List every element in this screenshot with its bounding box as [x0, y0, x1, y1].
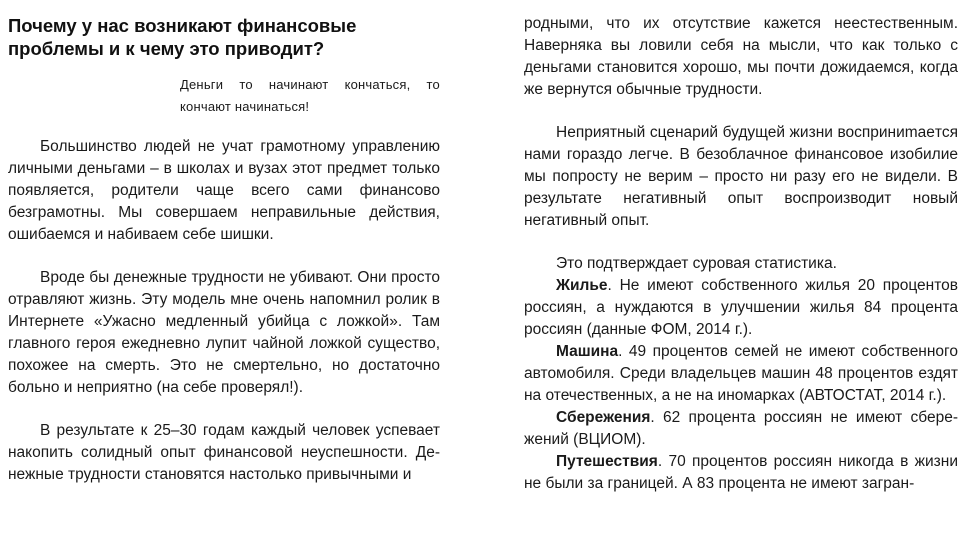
paragraph: Большинство людей не учат грамотному управлению личными деньгами – в школах и вузах этот предмет только появляется, родители чаще всего сами финансово безграмотны. Мы совершаем неправильные действия, ошибаемся и набиваем себе шишки. [8, 138, 440, 243]
left-column [8, 0, 440, 486]
stat-item-housing [524, 275, 958, 341]
stat-text: . 70 процентов россиян никогда в жизни не были за границей. А 83 процента не имеют загран- [524, 453, 958, 492]
paragraph: Неприятный сценарий будущей жизни восприниmaeтся нами гораздо легче. В безоблачное финансовое изобилие мы попросту не верим – просто ни разу его не видели. В результате негативный опыт воспроизводит новый негативный опыт. [524, 124, 958, 229]
stat-label: Сбережения [556, 409, 651, 426]
stat-text: . 62 процента россиян не имеют сбережений (ВЦИОМ). [524, 409, 958, 448]
epigraph: Деньги то начинают кончаться, то кончают начинаться! [180, 77, 440, 114]
stat-label: Путешествия [556, 453, 658, 470]
chapter-title: Почему у нас возникают финансовые проблемы и к чему это приводит? [8, 15, 357, 59]
stat-item-savings [524, 407, 958, 451]
statistics-intro: Это подтверждает суровая статистика. [556, 255, 837, 272]
paragraph: В результате к 25–30 годам каждый человек успевает накопить солидный опыт финансовой неуспешности. Денежные трудности становятся настолько привычными и [8, 422, 440, 483]
stat-item-car [524, 341, 958, 407]
paragraph: Вроде бы денежные трудности не убивают. Они просто отравляют жизнь. Эту модель мне очень напомнил ролик в Интернете «Ужасно медленный убийца с ложкой». Там главного героя ежедневно лупит чайной ложкой существо, похожее на смерть. Это не смертельно, но достаточно больно и неприятно (на себе проверял!). [8, 269, 440, 396]
stat-label: Машина [556, 343, 619, 360]
stat-text: . Не имеют собственного жилья 20 процентов россиян, а нуждаются в улучшении жилья 84 процента россиян (данные ФОМ, 2014 г.). [524, 277, 958, 338]
right-column [524, 0, 958, 495]
stat-text: . 49 процентов семей не имеют собственного автомобиля. Среди владельцев машин 48 процентов ездят на отечественных, а не на иномарках (АВТОСТАТ, 2014 г.). [524, 343, 958, 404]
stat-item-travel [524, 451, 958, 495]
paragraph-continued: родными, что их отсутствие кажется неестественным. Наверняка вы ловили себя на мысли, что как только с деньгами становится хорошо, мы почти дожидаемся, когда же вернутся обычные трудности. [524, 15, 958, 98]
stat-label: Жилье [556, 277, 608, 294]
